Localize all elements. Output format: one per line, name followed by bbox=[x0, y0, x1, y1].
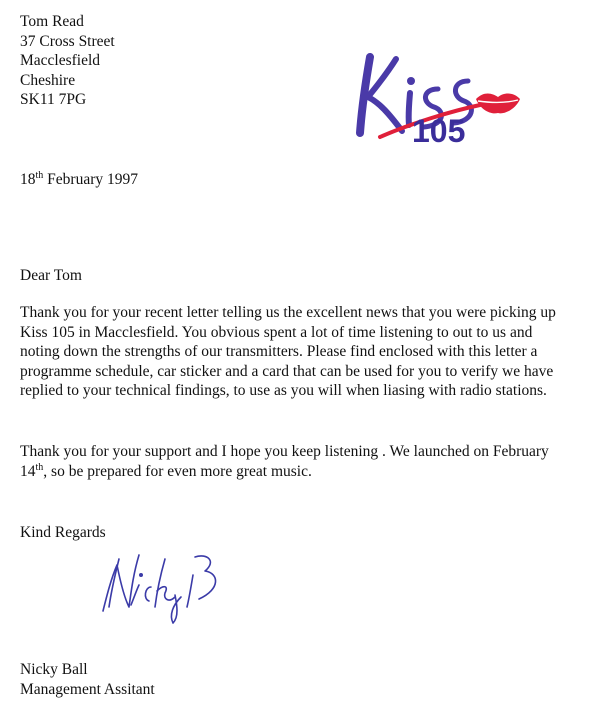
salutation: Dear Tom bbox=[20, 267, 82, 284]
sender-street: 37 Cross Street bbox=[20, 32, 115, 50]
signer-title: Management Assitant bbox=[20, 681, 155, 698]
paragraph-line: 14th, so be prepared for even more great music. bbox=[20, 461, 312, 480]
kiss-105-logo bbox=[352, 45, 527, 150]
paragraph-line: Thank you for your recent letter telling us the excellent news that you were picking up bbox=[20, 304, 556, 321]
sender-town: Macclesfield bbox=[20, 52, 101, 69]
sender-postcode: SK11 7PG bbox=[20, 91, 87, 108]
handwritten-signature bbox=[95, 545, 230, 625]
logo-frequency: 105 bbox=[412, 113, 466, 149]
sender-address bbox=[20, 12, 115, 110]
paragraph-line: programme schedule, car sticker and a card that can be used for you to verify we have bbox=[20, 362, 554, 380]
sender-name: Tom Read bbox=[20, 13, 84, 30]
body-paragraph-1 bbox=[20, 303, 600, 401]
sender-county: Cheshire bbox=[20, 71, 76, 89]
paragraph-line: replied to your technical findings, to use as you will when liasing with radio stations. bbox=[20, 382, 547, 399]
body-paragraph-2 bbox=[20, 442, 600, 481]
paragraph-line: Thank you for your support and I hope you keep listening . We launched on February bbox=[20, 443, 549, 460]
letter-date: 18th February 1997 bbox=[20, 170, 138, 188]
signer-name: Nicky Ball bbox=[20, 661, 88, 678]
paragraph-line: Kiss 105 in Macclesfield. You obvious spent a lot of time listening to out to us and bbox=[20, 323, 533, 341]
closing: Kind Regards bbox=[20, 524, 106, 541]
paragraph-line: noting down the strengths of our transmitters. Please find enclosed with this letter a bbox=[20, 343, 538, 360]
